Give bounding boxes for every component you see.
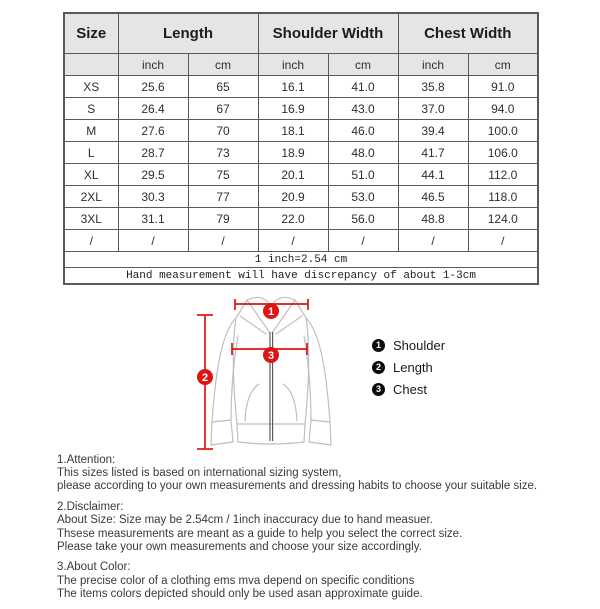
measure-lines: [197, 299, 308, 449]
value-cell: 41.0: [328, 76, 398, 98]
text-line: Please take your own measurements and choose your size accordingly.: [57, 540, 422, 553]
text-line: The items colors depicted should only be used asan approximate guide.: [57, 587, 423, 600]
value-cell: 35.8: [398, 76, 468, 98]
col-header-size: Size: [64, 13, 118, 54]
value-cell: 73: [188, 142, 258, 164]
value-cell: 53.0: [328, 186, 398, 208]
unit-header-row: [64, 54, 538, 76]
value-cell: 46.5: [398, 186, 468, 208]
size-cell: /: [64, 230, 118, 252]
value-cell: 18.9: [258, 142, 328, 164]
value-cell: 77: [188, 186, 258, 208]
value-cell: 28.7: [118, 142, 188, 164]
unit-header-empty: [64, 54, 118, 76]
value-cell: 46.0: [328, 120, 398, 142]
value-cell: 118.0: [468, 186, 538, 208]
value-cell: /: [188, 230, 258, 252]
value-cell: 31.1: [118, 208, 188, 230]
value-cell: 112.0: [468, 164, 538, 186]
legend-badge-2-icon: 2: [372, 361, 385, 374]
value-cell: /: [398, 230, 468, 252]
unit-header: inch: [398, 54, 468, 76]
size-cell: 3XL: [64, 208, 118, 230]
value-cell: /: [468, 230, 538, 252]
legend-label-chest: Chest: [393, 381, 427, 397]
size-cell: L: [64, 142, 118, 164]
size-cell: M: [64, 120, 118, 142]
table-row: [64, 142, 538, 164]
section-heading: 1.Attention:: [57, 454, 116, 466]
unit-header: inch: [258, 54, 328, 76]
col-header-length: Length: [118, 13, 258, 54]
jacket-sketch-icon: [211, 297, 331, 445]
info-sections: [57, 454, 562, 609]
unit-header: cm: [468, 54, 538, 76]
unit-header: inch: [118, 54, 188, 76]
value-cell: 26.4: [118, 98, 188, 120]
value-cell: 65: [188, 76, 258, 98]
value-cell: 41.7: [398, 142, 468, 164]
value-cell: 48.8: [398, 208, 468, 230]
value-cell: 91.0: [468, 76, 538, 98]
value-cell: 37.0: [398, 98, 468, 120]
text-line: Thsese measurements are meant as a guide to help you select the correct size.: [57, 527, 463, 540]
size-table: [63, 12, 539, 285]
legend-item-length: [372, 360, 445, 374]
size-cell: XL: [64, 164, 118, 186]
size-table-body: [64, 76, 538, 252]
legend-label-length: Length: [393, 359, 433, 375]
value-cell: /: [328, 230, 398, 252]
table-row: [64, 230, 538, 252]
discrepancy-note: Hand measurement will have discrepancy of about 1-3cm: [64, 268, 538, 285]
legend-item-chest: [372, 382, 445, 396]
text-line: About Size: Size may be 2.54cm / 1inch inaccuracy due to hand measuer.: [57, 514, 433, 527]
value-cell: 106.0: [468, 142, 538, 164]
value-cell: 39.4: [398, 120, 468, 142]
value-cell: 70: [188, 120, 258, 142]
value-cell: /: [258, 230, 328, 252]
value-cell: 44.1: [398, 164, 468, 186]
conversion-note: 1 inch=2.54 cm: [64, 252, 538, 268]
value-cell: 100.0: [468, 120, 538, 142]
table-row: [64, 120, 538, 142]
table-row: [64, 76, 538, 98]
col-header-shoulder-width: Shoulder Width: [258, 13, 398, 54]
conversion-note-row: [64, 252, 538, 268]
legend-badge-1-icon: 1: [372, 339, 385, 352]
unit-header: cm: [188, 54, 258, 76]
value-cell: 18.1: [258, 120, 328, 142]
text-line: please according to your own measurements and dressing habits to choose your suitable size.: [57, 480, 538, 493]
table-row: [64, 98, 538, 120]
value-cell: 22.0: [258, 208, 328, 230]
value-cell: 20.1: [258, 164, 328, 186]
value-cell: 79: [188, 208, 258, 230]
value-cell: 48.0: [328, 142, 398, 164]
measure-legend: [372, 338, 445, 396]
unit-header: cm: [328, 54, 398, 76]
shoulder-marker-number: 1: [267, 306, 275, 318]
chest-marker-number: 3: [267, 350, 275, 362]
value-cell: 75: [188, 164, 258, 186]
text-line: The precise color of a clothing ems mva depend on specific conditions: [57, 574, 415, 587]
value-cell: 16.1: [258, 76, 328, 98]
table-row: [64, 208, 538, 230]
size-cell: XS: [64, 76, 118, 98]
size-cell: 2XL: [64, 186, 118, 208]
value-cell: 43.0: [328, 98, 398, 120]
section-heading: 3.About Color:: [57, 561, 131, 574]
legend-item-shoulder: [372, 338, 445, 352]
table-header-row: [64, 13, 538, 54]
table-row: [64, 186, 538, 208]
size-cell: S: [64, 98, 118, 120]
table-row: [64, 164, 538, 186]
about-color-section: [57, 561, 562, 601]
value-cell: 25.6: [118, 76, 188, 98]
value-cell: 124.0: [468, 208, 538, 230]
disclaimer-section: [57, 501, 562, 554]
attention-section: [57, 454, 562, 494]
discrepancy-note-row: [64, 268, 538, 285]
value-cell: /: [118, 230, 188, 252]
value-cell: 51.0: [328, 164, 398, 186]
text-line: This sizes listed is based on international sizing system,: [57, 467, 342, 480]
value-cell: 29.5: [118, 164, 188, 186]
value-cell: 16.9: [258, 98, 328, 120]
value-cell: 27.6: [118, 120, 188, 142]
col-header-chest-width: Chest Width: [398, 13, 538, 54]
value-cell: 94.0: [468, 98, 538, 120]
value-cell: 30.3: [118, 186, 188, 208]
length-marker-number: 2: [201, 372, 209, 384]
value-cell: 56.0: [328, 208, 398, 230]
section-heading: 2.Disclaimer:: [57, 501, 124, 514]
legend-label-shoulder: Shoulder: [393, 337, 446, 353]
value-cell: 20.9: [258, 186, 328, 208]
legend-badge-3-icon: 3: [372, 383, 385, 396]
value-cell: 67: [188, 98, 258, 120]
